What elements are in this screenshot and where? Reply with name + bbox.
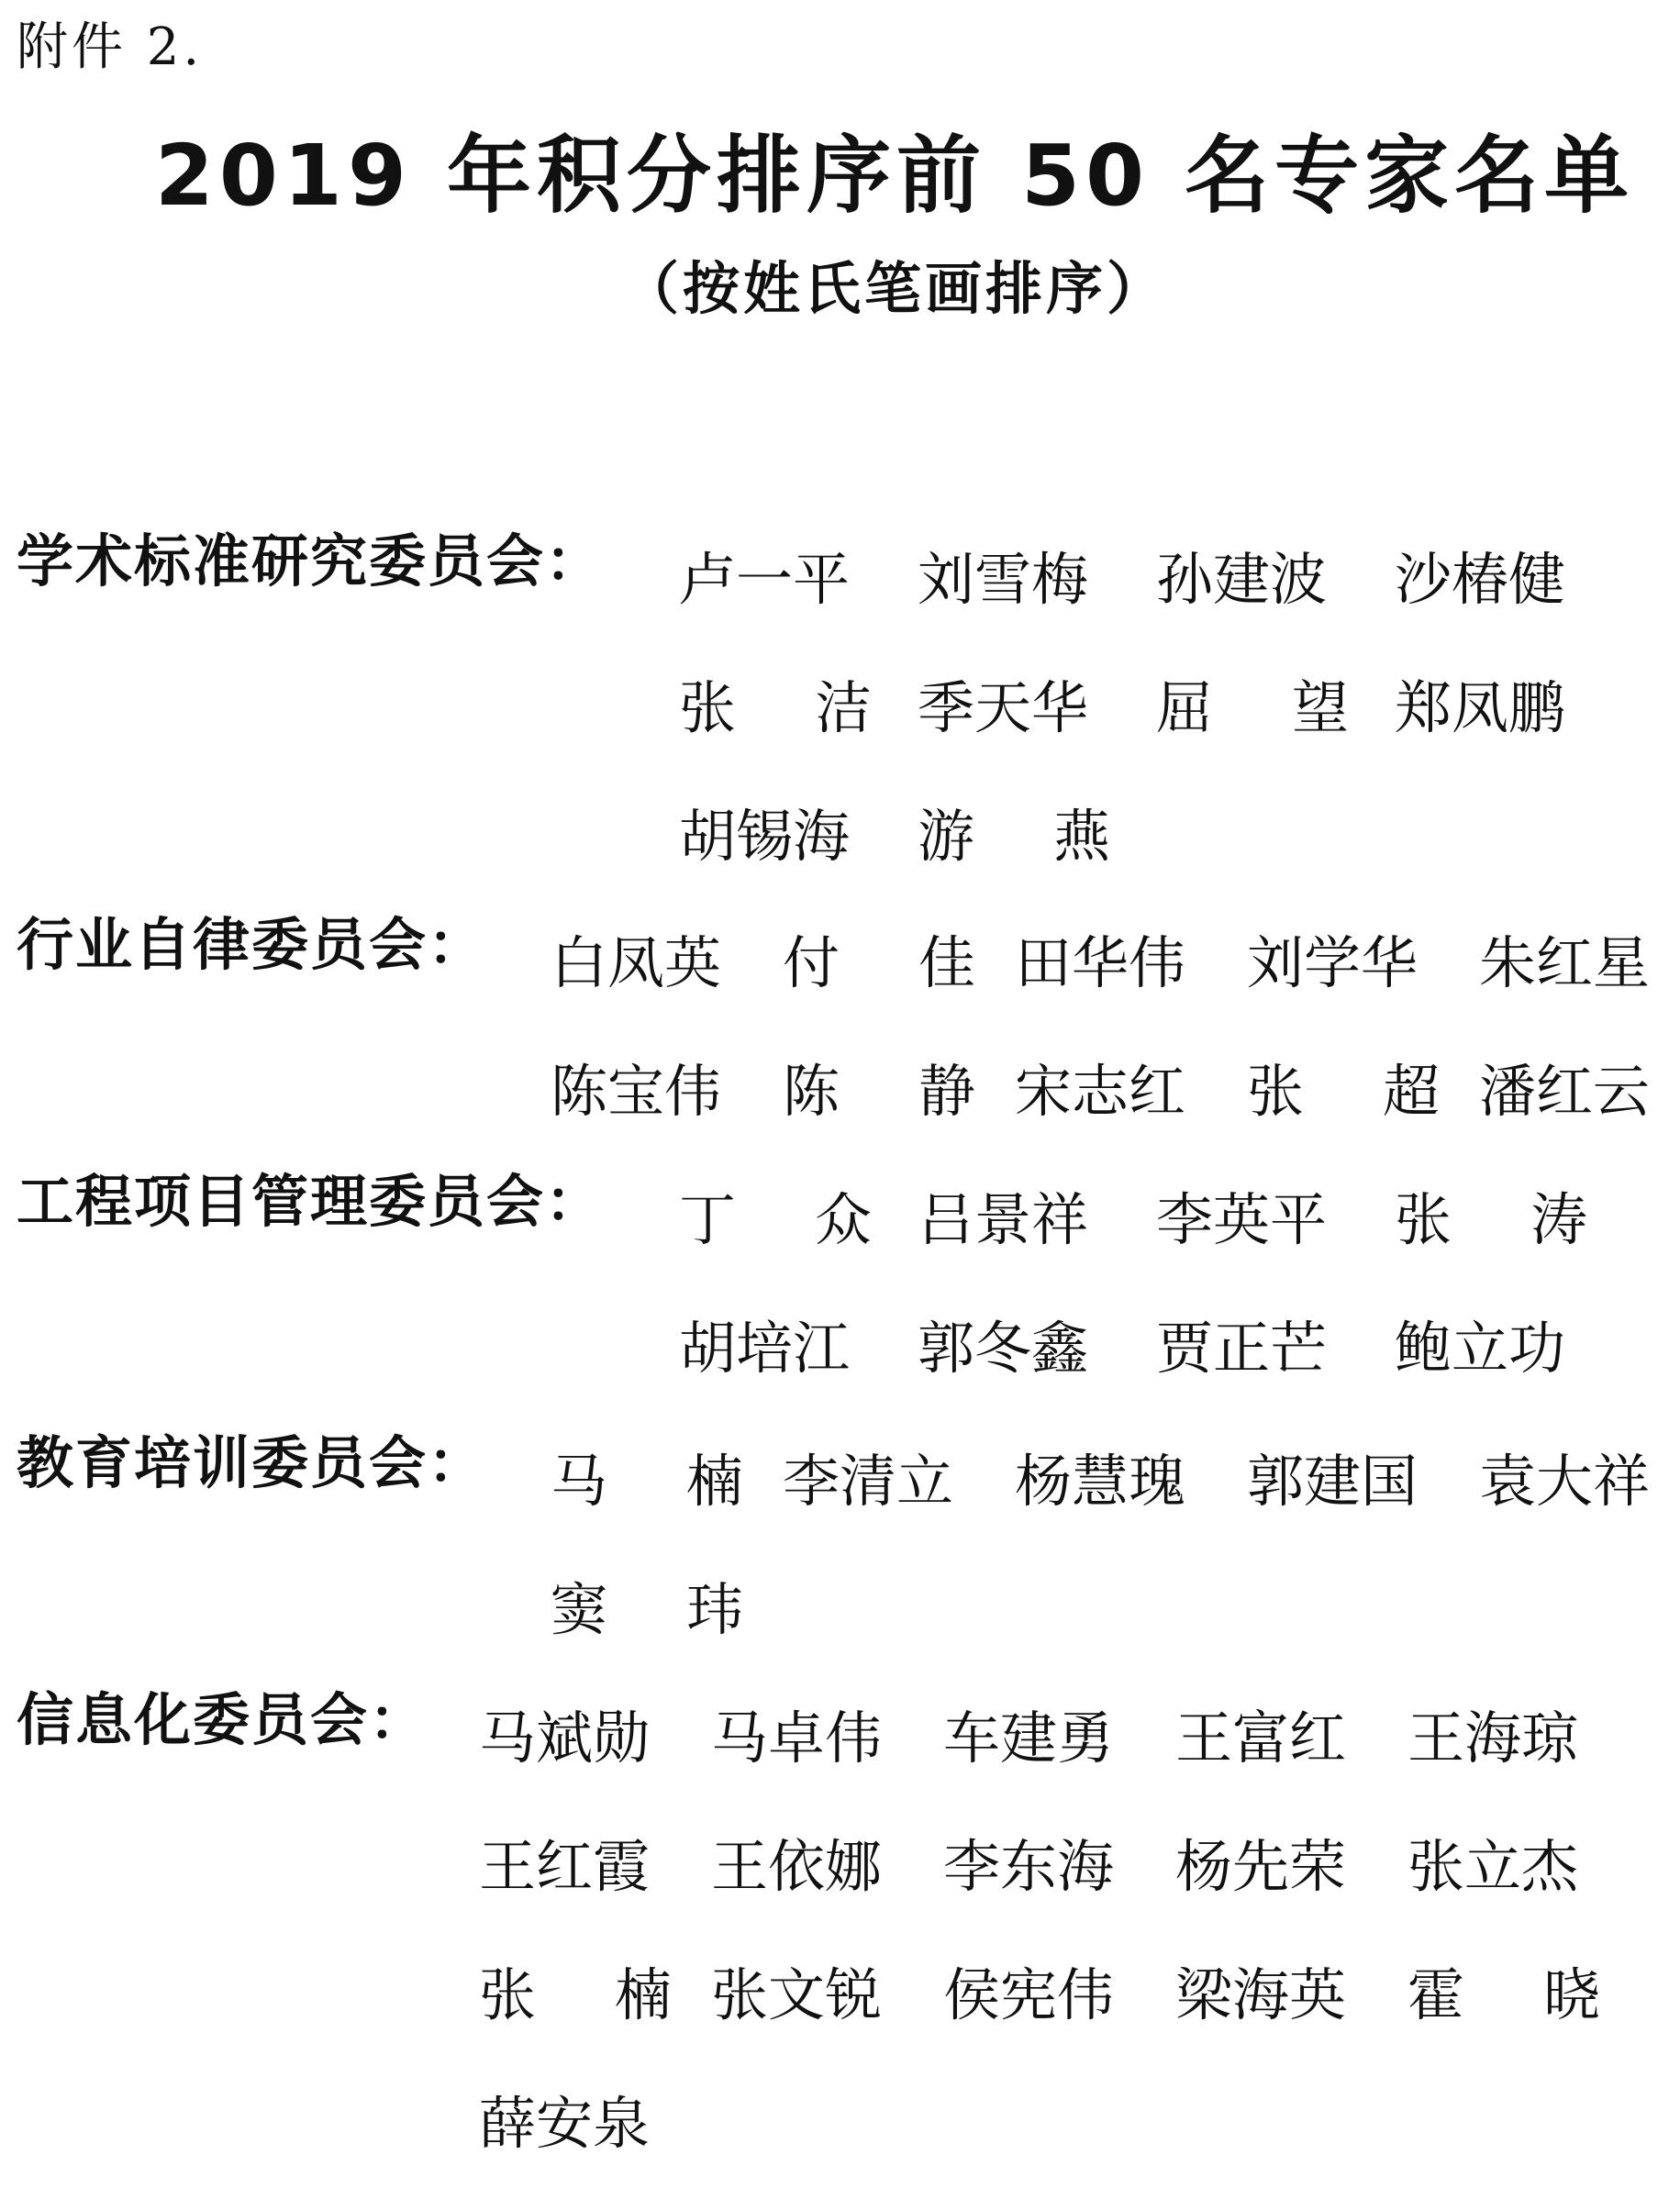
- expert-name: 鲍立功: [1395, 1315, 1566, 1382]
- attachment-label: 附件 2.: [17, 17, 204, 77]
- expert-name: 陈宝伟: [551, 1058, 722, 1125]
- expert-name: 贾正芒: [1156, 1315, 1328, 1382]
- expert-name-list: [551, 1417, 1679, 1674]
- expert-name: 游 燕: [918, 803, 1110, 870]
- expert-name: 王海琼: [1407, 1705, 1579, 1772]
- committee-label: 教育培训委员会：: [17, 1429, 487, 1496]
- expert-name: 李英平: [1156, 1186, 1328, 1253]
- expert-name: 付 佳: [783, 929, 975, 996]
- expert-name: 郭冬鑫: [918, 1315, 1089, 1382]
- expert-name: 马卓伟: [711, 1705, 883, 1772]
- expert-name-list: [479, 1674, 1617, 2188]
- committee-label: 信息化委员会：: [17, 1686, 428, 1753]
- committee-label: 学术标准研究委员会：: [17, 528, 605, 594]
- document-subtitle: （按姓氏笔画排序）: [621, 255, 1167, 322]
- expert-name: 潘红云: [1479, 1058, 1651, 1125]
- expert-name-list: [551, 899, 1679, 1156]
- expert-name: 朱红星: [1479, 929, 1651, 996]
- expert-name: 张文锐: [711, 1961, 883, 2028]
- expert-name: 张立杰: [1407, 1833, 1579, 1900]
- expert-name: 张 楠: [479, 1961, 672, 2028]
- expert-name: 刘学华: [1247, 929, 1419, 996]
- committee-label: 工程项目管理委员会：: [17, 1168, 605, 1235]
- expert-name: 窦 玮: [551, 1576, 743, 1643]
- expert-name: 侯宪伟: [943, 1961, 1115, 2028]
- expert-name: 屈 望: [1156, 674, 1349, 741]
- expert-name: 田华伟: [1015, 929, 1186, 996]
- expert-name: 王依娜: [711, 1833, 883, 1900]
- expert-name: 王富红: [1175, 1705, 1347, 1772]
- expert-name: 马斌勋: [479, 1705, 651, 1772]
- expert-name: 张 洁: [679, 674, 872, 741]
- expert-name: 张 超: [1247, 1058, 1440, 1125]
- expert-name: 季天华: [918, 674, 1089, 741]
- expert-name: 薛安泉: [479, 2090, 651, 2157]
- expert-name: 沙椿健: [1395, 546, 1566, 613]
- expert-name: 马 楠: [551, 1448, 743, 1515]
- expert-name: 宋志红: [1015, 1058, 1186, 1125]
- expert-name: 袁大祥: [1479, 1448, 1651, 1515]
- expert-name: 李清立: [783, 1448, 954, 1515]
- expert-name: 王红霞: [479, 1833, 651, 1900]
- expert-name: 胡培江: [679, 1315, 851, 1382]
- expert-name-list: [679, 516, 1587, 901]
- expert-name: 孙建波: [1156, 546, 1328, 613]
- expert-name: 丁 众: [679, 1186, 872, 1253]
- expert-name: 杨先荣: [1175, 1833, 1347, 1900]
- expert-name: 李东海: [943, 1833, 1115, 1900]
- expert-name-list: [679, 1156, 1587, 1413]
- expert-name: 车建勇: [943, 1705, 1115, 1772]
- expert-name: 郭建国: [1247, 1448, 1419, 1515]
- document-title: 2019 年积分排序前 50 名专家名单: [154, 127, 1635, 225]
- expert-name: 胡锡海: [679, 803, 851, 870]
- expert-name: 杨慧瑰: [1015, 1448, 1186, 1515]
- expert-name: 陈 静: [783, 1058, 975, 1125]
- expert-name: 卢一平: [679, 546, 851, 613]
- expert-name: 梁海英: [1175, 1961, 1347, 2028]
- committee-label: 行业自律委员会：: [17, 911, 487, 978]
- expert-name: 白凤英: [551, 929, 722, 996]
- expert-name: 吕景祥: [918, 1186, 1089, 1253]
- expert-name: 张 涛: [1395, 1186, 1587, 1253]
- expert-name: 霍 晓: [1407, 1961, 1600, 2028]
- expert-name: 刘雪梅: [918, 546, 1089, 613]
- expert-name: 郑凤鹏: [1395, 674, 1566, 741]
